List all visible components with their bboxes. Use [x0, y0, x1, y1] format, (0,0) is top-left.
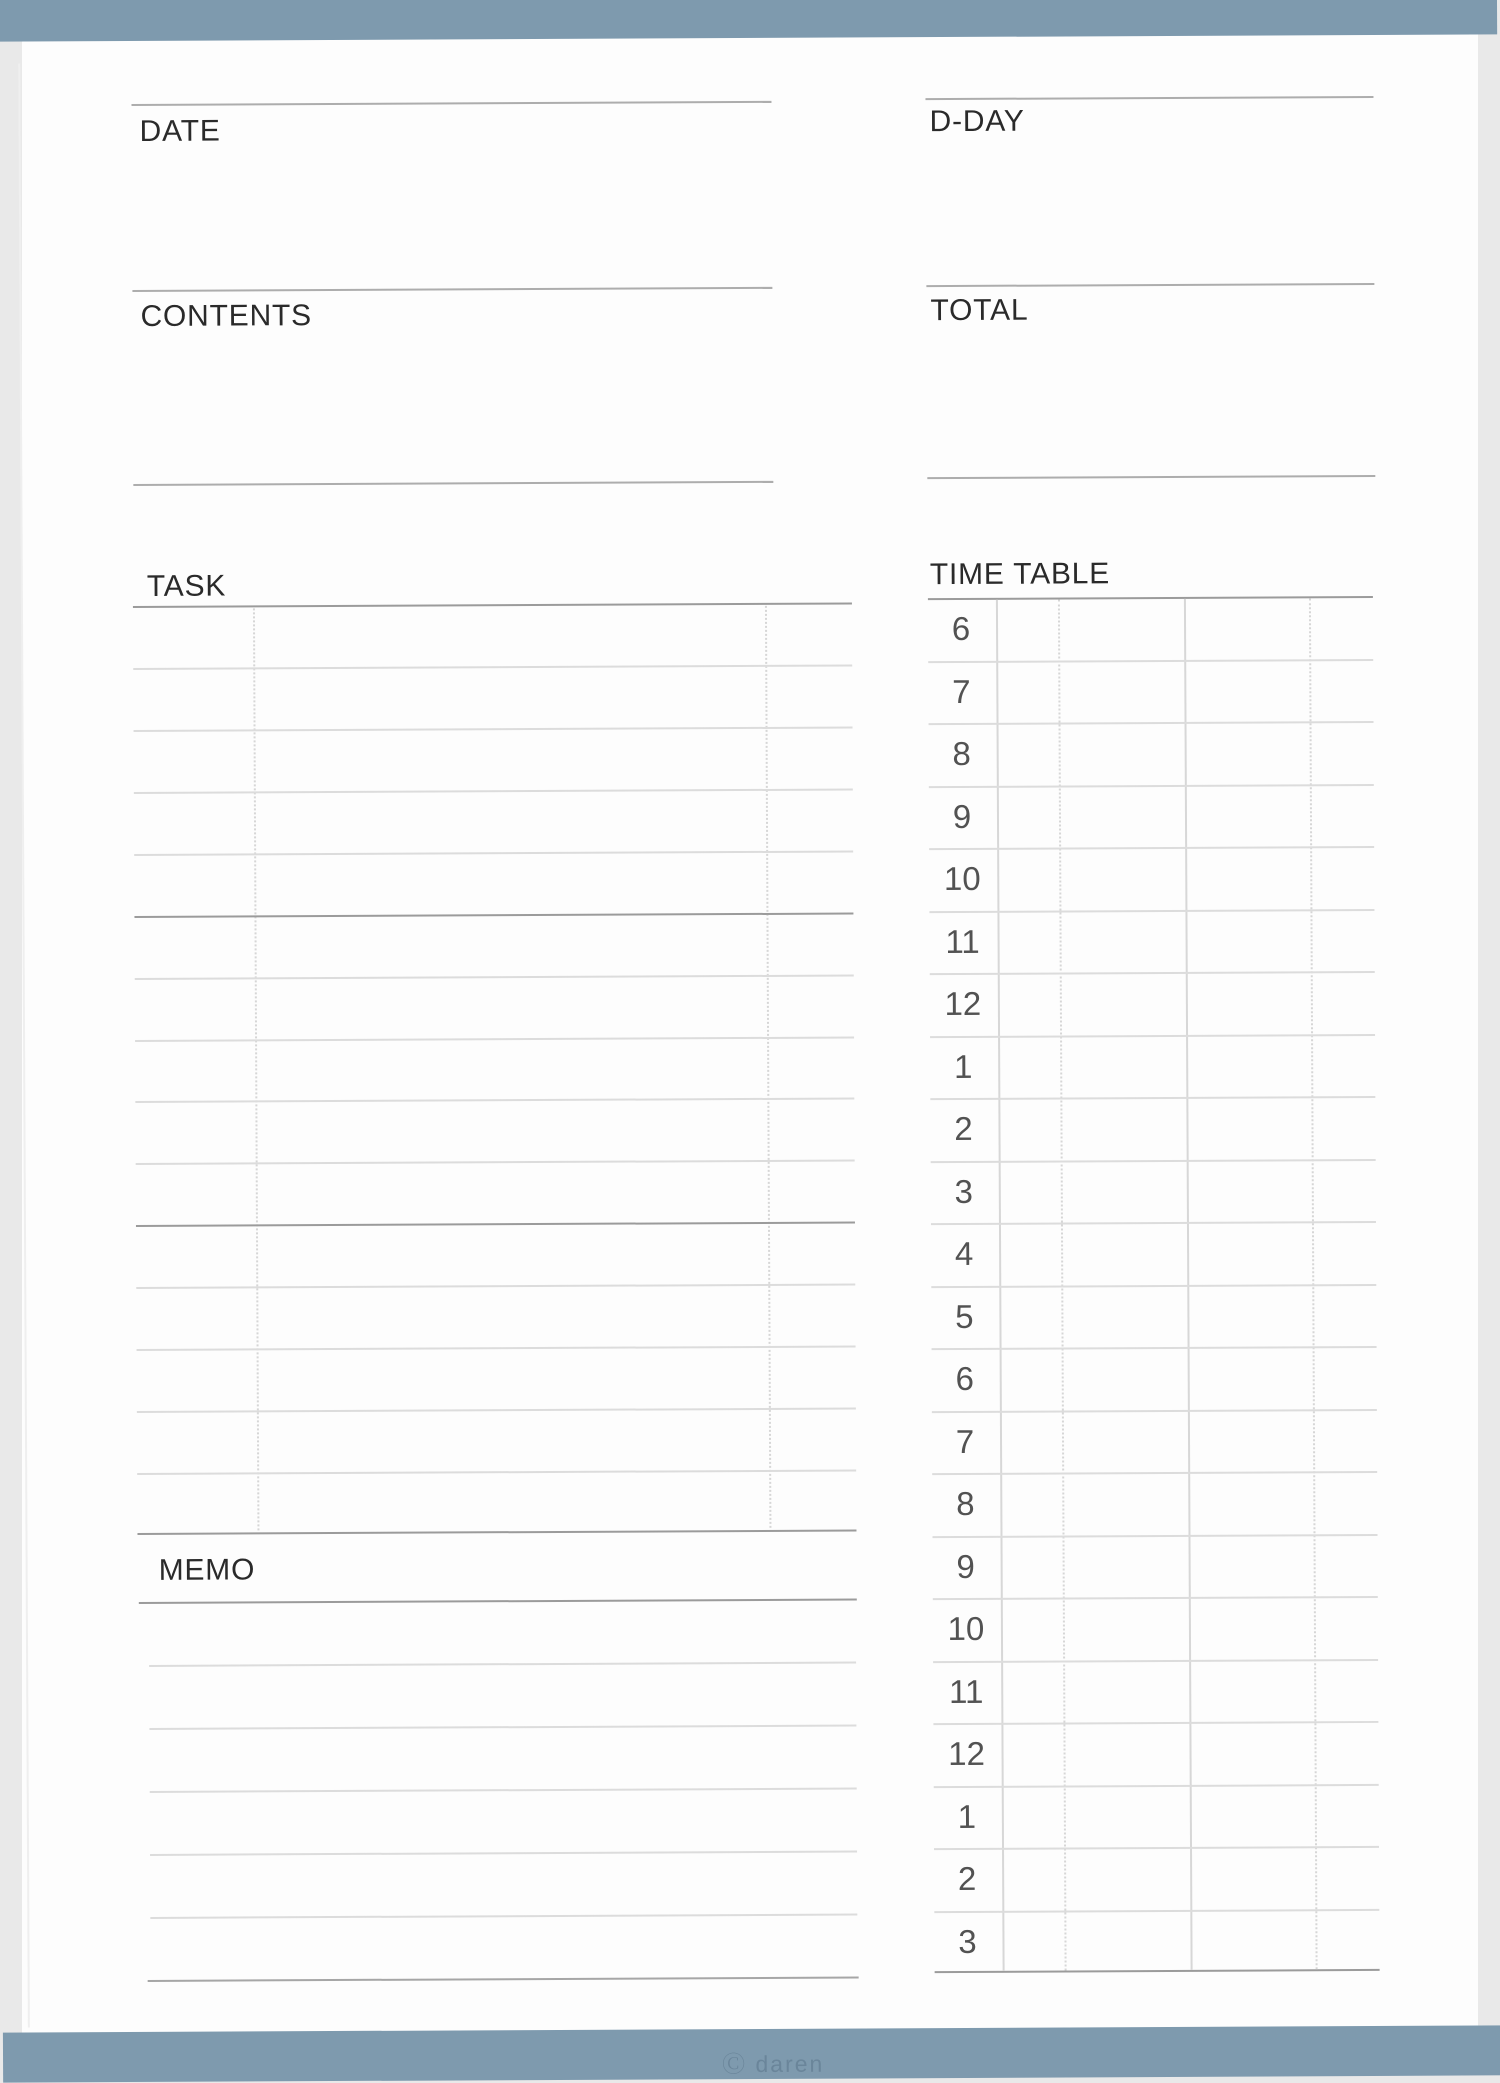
task-row-line	[135, 1097, 854, 1103]
task-row-line	[137, 1345, 856, 1351]
timetable-hour-label: 3	[954, 1172, 974, 1210]
task-table	[133, 602, 857, 1535]
top-band	[0, 0, 1497, 42]
timetable-top-line	[928, 596, 1373, 600]
timetable-hour-label: 2	[957, 1859, 977, 1897]
timetable-row-line	[931, 1158, 1376, 1162]
timetable-row-line	[934, 1908, 1379, 1912]
task-row-line	[133, 664, 852, 670]
task-row-line	[136, 1159, 855, 1165]
timetable-bottom-line	[935, 1969, 1380, 1973]
timetable-hour-label: 12	[948, 1734, 986, 1773]
timetable-row-line	[932, 1408, 1377, 1412]
timetable-hour-label: 6	[951, 609, 971, 648]
planner-page	[22, 0, 1478, 2078]
contents-bottom-line	[133, 481, 773, 486]
memo-header-line	[139, 1598, 857, 1604]
timetable-hour-label: 8	[956, 1484, 975, 1522]
timetable-hour-label: 11	[945, 922, 980, 960]
timetable-row-line	[928, 658, 1373, 662]
total-label: TOTAL	[930, 293, 1029, 328]
contents-label: CONTENTS	[140, 299, 313, 333]
dday-label: D-DAY	[929, 104, 1025, 139]
timetable-hour-label: 7	[955, 1422, 975, 1460]
task-checkbox-column-divider	[253, 608, 260, 1530]
task-table-bottom-line	[137, 1529, 856, 1535]
contents-section-line	[132, 287, 772, 292]
dday-section-line	[925, 96, 1373, 100]
timetable-hour-label: 9	[956, 1547, 975, 1585]
task-row-line	[136, 1283, 855, 1289]
timetable-label: TIME TABLE	[929, 557, 1111, 592]
timetable-row-line	[934, 1846, 1379, 1850]
timetable-row-line	[929, 908, 1374, 912]
task-row-line	[137, 1469, 856, 1475]
memo-rule-line	[149, 1724, 856, 1729]
timetable-row-line	[931, 1283, 1376, 1287]
timetable-row-line	[929, 783, 1374, 787]
timetable-hour-label: 10	[947, 1609, 985, 1648]
timetable-hour-label: 12	[944, 984, 982, 1023]
timetable-row-line	[931, 1221, 1376, 1225]
memo-rule-line	[149, 1661, 856, 1666]
task-row-line	[135, 974, 854, 980]
task-time-column-divider	[765, 606, 772, 1528]
task-row-line	[137, 1407, 856, 1413]
memo-rule-line	[148, 1976, 859, 1981]
timetable	[928, 596, 1380, 1973]
timetable-row-line	[933, 1721, 1378, 1725]
memo-rule-line	[150, 1850, 857, 1855]
timetable-hour-label: 2	[954, 1109, 973, 1148]
task-row-line	[134, 912, 853, 918]
memo-label: MEMO	[158, 1553, 256, 1587]
memo-section	[139, 1598, 859, 1987]
timetable-row-line	[932, 1346, 1377, 1350]
page-edge-shadow	[18, 64, 30, 2028]
task-row-line	[134, 850, 853, 856]
timetable-row-line	[930, 971, 1375, 975]
task-row-line	[134, 788, 853, 794]
timetable-hour-label: 11	[949, 1672, 984, 1710]
timetable-hour-label: 1	[953, 1047, 973, 1085]
task-table-top-line	[133, 602, 852, 608]
total-bottom-line	[927, 475, 1375, 479]
date-section-line	[131, 101, 771, 106]
timetable-hour-label: 9	[952, 797, 972, 835]
timetable-row-line	[934, 1783, 1379, 1787]
timetable-row-line	[930, 1033, 1375, 1037]
bottom-band	[3, 2025, 1500, 2082]
timetable-row-line	[933, 1596, 1378, 1600]
timetable-hour-label: 6	[955, 1359, 974, 1397]
timetable-hour-label: 10	[943, 859, 981, 898]
memo-rule-line	[150, 1913, 857, 1918]
timetable-row-line	[933, 1658, 1378, 1662]
timetable-hour-label: 7	[952, 672, 971, 710]
timetable-hour-label: 8	[952, 734, 971, 773]
date-label: DATE	[139, 114, 221, 148]
timetable-hour-label: 4	[954, 1234, 974, 1273]
task-label: TASK	[146, 569, 227, 603]
task-row-line	[135, 1036, 854, 1042]
timetable-hour-label: 1	[957, 1797, 977, 1835]
task-row-line	[136, 1221, 855, 1227]
total-section-line	[926, 283, 1374, 287]
timetable-hour-label: 5	[955, 1297, 974, 1335]
scanned-sheet	[17, 0, 1483, 2078]
timetable-hour-label: 3	[958, 1922, 977, 1960]
timetable-row-line	[929, 846, 1374, 850]
timetable-row-line	[932, 1471, 1377, 1475]
timetable-row-line	[929, 721, 1374, 725]
task-row-line	[134, 726, 853, 732]
footer-brand-text: Ⓒ daren	[722, 2050, 825, 2078]
timetable-row-line	[932, 1533, 1377, 1537]
memo-rule-line	[150, 1787, 857, 1792]
timetable-row-line	[930, 1096, 1375, 1100]
